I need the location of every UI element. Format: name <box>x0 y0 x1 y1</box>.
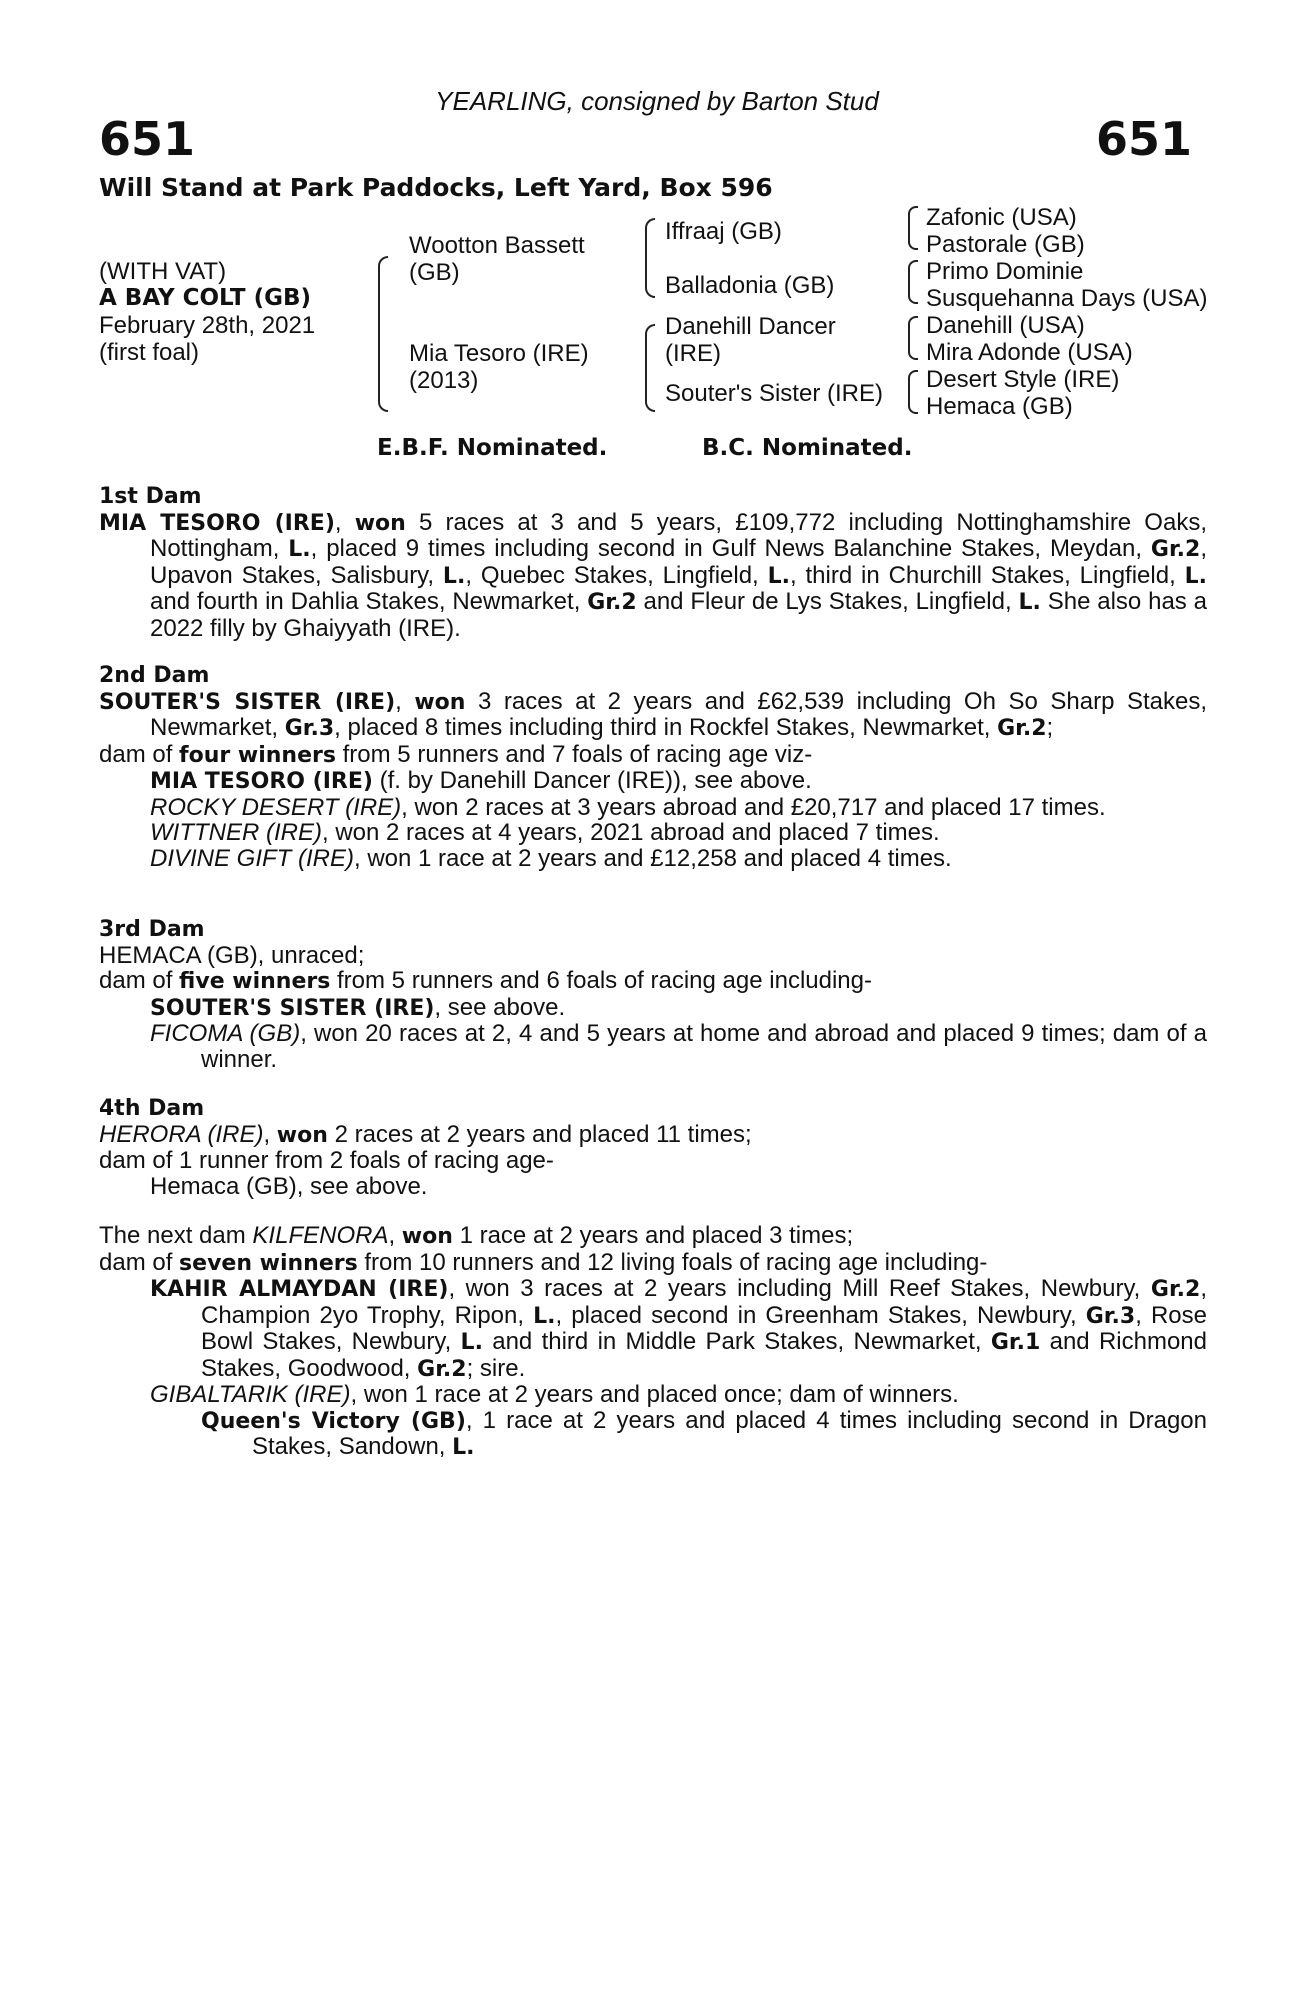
produce-entry: SOUTER'S SISTER (IRE), see above. <box>150 993 566 1021</box>
gen3-2: Pastorale (GB) <box>926 231 1085 258</box>
foal-note: (first foal) <box>99 339 200 366</box>
gen3-8: Hemaca (GB) <box>926 393 1073 420</box>
gen3-1: Zafonic (USA) <box>926 204 1077 231</box>
fourth-dam-section <box>99 1096 1207 1199</box>
section-heading: 2nd Dam <box>99 663 210 688</box>
next-dam-record: The next dam KILFENORA, won 1 race at 2 years and placed 3 times; <box>99 1222 854 1249</box>
produce-summary: dam of five winners from 5 runners and 6 foals of racing age including- <box>99 967 872 994</box>
produce-summary: dam of 1 runner from 2 foals of racing age- <box>99 1147 554 1174</box>
dam-sire-country: (IRE) <box>665 340 721 367</box>
first-dam-section <box>99 484 1207 641</box>
produce-entry: KAHIR ALMAYDAN (IRE), won 3 races at 2 years including Mill Reef Stakes, Newbury, Gr.2, Champion 2yo Trophy, Ripon, L., placed second in Greenham Stakes, Newbury, Gr.3, Rose Bowl Stakes, Newbury, L. and third in Middle Park Stakes, Newmarket, Gr.1 and Richmond Stakes, Goodwood, Gr.2; sire. <box>150 1275 1207 1382</box>
section-heading: 1st Dam <box>99 484 202 509</box>
lot-number-right: 651 <box>1096 112 1193 166</box>
dam-name: Mia Tesoro (IRE) <box>409 340 589 367</box>
pedigree-brace <box>645 324 655 412</box>
next-dam-section <box>99 1223 1207 1461</box>
gen3-7: Desert Style (IRE) <box>926 366 1120 393</box>
ebf-nomination: E.B.F. Nominated. <box>377 435 608 461</box>
sire-country: (GB) <box>409 259 460 286</box>
bc-nomination: B.C. Nominated. <box>702 435 913 461</box>
produce-entry: DIVINE GIFT (IRE), won 1 race at 2 years and £12,258 and placed 4 times. <box>150 844 952 872</box>
section-heading: 4th Dam <box>99 1096 205 1121</box>
dam-dam: Souter's Sister (IRE) <box>665 380 883 407</box>
pedigree-brace <box>908 316 918 360</box>
dam-sire: Danehill Dancer <box>665 313 836 340</box>
fourth-dam-record: HERORA (IRE), won 2 races at 2 years and placed 11 times; <box>99 1120 752 1148</box>
horse-name: A BAY COLT (GB) <box>99 285 312 311</box>
second-dam-section <box>99 663 1207 871</box>
third-dam-section <box>99 917 1207 1072</box>
sire-sire: Iffraaj (GB) <box>665 218 782 245</box>
produce-entry: ROCKY DESERT (IRE), won 2 races at 3 years abroad and £20,717 and placed 17 times. <box>150 793 1106 821</box>
vat-note: (WITH VAT) <box>99 258 227 285</box>
produce-summary: dam of seven winners from 10 runners and 12 living foals of racing age including- <box>99 1248 988 1276</box>
gen3-6: Mira Adonde (USA) <box>926 339 1133 366</box>
first-dam-record: MIA TESORO (IRE), won 5 races at 3 and 5 years, £109,772 including Nottinghamshire Oaks, Nottingham, L., placed 9 times including second in Gulf News Balanchine Stakes, Meydan, Gr.2, Upavon Stakes, Salisbury, L., Quebec Stakes, Lingfield, L., third in Churchill Stakes, Lingfield, L. and fourth in Dahlia Stakes, Newmarket, Gr.2 and Fleur de Lys Stakes, Lingfield, L. She also has a 2022 filly by Ghaiyyath (IRE). <box>99 508 1207 642</box>
gen3-3: Primo Dominie <box>926 258 1084 285</box>
pedigree-brace <box>908 206 918 250</box>
lot-number-left: 651 <box>99 112 196 166</box>
produce-entry: Queen's Victory (GB), 1 race at 2 years and placed 4 times including second in Dragon Stakes, Sandown, L. <box>201 1406 1207 1460</box>
section-heading: 3rd Dam <box>99 917 205 942</box>
gen3-5: Danehill (USA) <box>926 312 1085 339</box>
produce-entry: MIA TESORO (IRE) (f. by Danehill Dancer (IRE)), see above. <box>150 767 812 794</box>
stand-location: Will Stand at Park Paddocks, Left Yard, Box 596 <box>99 173 773 202</box>
sire-name: Wootton Bassett <box>409 232 585 259</box>
produce-entry: FICOMA (GB), won 20 races at 2, 4 and 5 years at home and abroad and placed 9 times; dam of a winner. <box>150 1020 1208 1073</box>
produce-entry: Hemaca (GB), see above. <box>150 1172 428 1200</box>
produce-summary: dam of four winners from 5 runners and 7 foals of racing age viz- <box>99 740 813 768</box>
pedigree-brace <box>908 370 918 414</box>
produce-entry: GIBALTARIK (IRE), won 1 race at 2 years and placed once; dam of winners. <box>150 1381 959 1408</box>
pedigree-brace <box>908 260 918 304</box>
produce-entry: WITTNER (IRE), won 2 races at 4 years, 2021 abroad and placed 7 times. <box>150 819 940 846</box>
dam-year: (2013) <box>409 367 479 394</box>
foaling-date: February 28th, 2021 <box>99 312 316 339</box>
third-dam-record: HEMACA (GB), unraced; <box>99 941 365 969</box>
pedigree-brace <box>645 218 655 298</box>
sale-subtitle: YEARLING, consigned by Barton Stud <box>435 86 879 116</box>
sire-dam: Balladonia (GB) <box>665 272 835 299</box>
second-dam-record: SOUTER'S SISTER (IRE), won 3 races at 2 years and £62,539 including Oh So Sharp Stakes, Newmarket, Gr.3, placed 8 times including third in Rockfel Stakes, Newmarket, Gr.2; <box>99 687 1207 741</box>
gen3-4: Susquehanna Days (USA) <box>926 285 1208 312</box>
pedigree-brace <box>378 256 388 412</box>
